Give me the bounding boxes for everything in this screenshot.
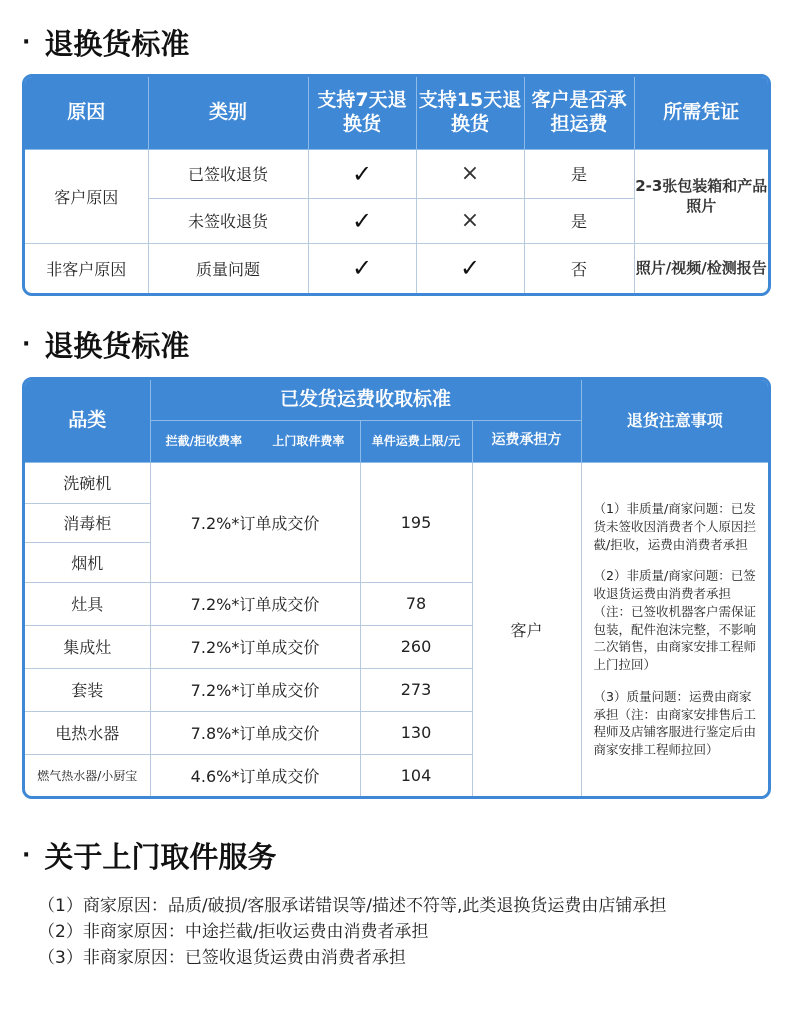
cell-fee: 是 <box>524 198 634 243</box>
cell-fee: 是 <box>524 149 634 198</box>
cell-cap: 273 <box>360 668 472 711</box>
bullet-dot: · <box>22 30 31 55</box>
section-title-1 <box>22 22 189 63</box>
section-title-3 <box>22 835 276 876</box>
header-7day: 支持7天退换货 <box>308 77 416 149</box>
note-item: （3）质量问题：运费由商家承担（注：由商家安排售后工程师及店铺客服进行鉴定后由商家安排工程师拉回） <box>593 688 757 758</box>
cell-rate: 4.6%*订单成交价 <box>150 754 360 797</box>
cell-reason-customer: 客户原因 <box>25 149 148 243</box>
header-cap: 单件运费上限/元 <box>360 420 472 462</box>
list-item: （2）非商家原因：中途拦截/拒收运费由消费者承担 <box>38 922 429 942</box>
check-icon: ✓ <box>308 198 416 243</box>
cell-category: 烟机 <box>25 542 150 582</box>
cell-category: 已签收退货 <box>148 149 308 198</box>
header-category: 类别 <box>148 77 308 149</box>
cell-proof-noncustomer: 照片/视频/检测报告 <box>634 243 768 293</box>
header-group: 已发货运费收取标准 <box>150 380 581 420</box>
cell-fee: 否 <box>524 243 634 293</box>
section-title-text: 退换货标准 <box>44 329 190 363</box>
header-15day: 支持15天退换货 <box>416 77 524 149</box>
cell-notes <box>581 462 768 797</box>
header-rates <box>150 420 360 462</box>
header-proof: 所需凭证 <box>634 77 768 149</box>
list-item: （1）商家原因：品质/破损/客服承诺错误等/描述不符等,此类退换货运费由店铺承担 <box>38 896 667 916</box>
cell-cap: 260 <box>360 625 472 668</box>
cell-cap: 78 <box>360 582 472 625</box>
header-intercept-rate: 拦截/拒收费率 <box>165 433 243 448</box>
cell-category: 质量问题 <box>148 243 308 293</box>
cell-category: 洗碗机 <box>25 462 150 503</box>
bullet-dot: · <box>22 332 31 357</box>
header-fee: 客户是否承担运费 <box>524 77 634 149</box>
shipping-fee-table <box>22 377 771 799</box>
cell-rate: 7.2%*订单成交价 <box>150 668 360 711</box>
section-title-2 <box>22 324 189 365</box>
section-title-text: 退换货标准 <box>44 27 190 61</box>
cross-icon: × <box>416 198 524 243</box>
check-icon: ✓ <box>416 243 524 293</box>
pickup-service-list <box>38 893 666 971</box>
cell-cap: 130 <box>360 711 472 754</box>
check-icon: ✓ <box>308 243 416 293</box>
bullet-dot: · <box>22 843 31 868</box>
note-item: （2）非质量/商家问题：已签收退货运费由消费者承担（注：已签收机器客户需保证包装，配件泡沫完整，不影响二次销售，由商家安排工程师上门拉回） <box>593 568 757 673</box>
cell-category: 燃气热水器/小厨宝 <box>25 754 150 797</box>
header-pickup-rate: 上门取件费率 <box>272 433 345 448</box>
cell-rate: 7.2%*订单成交价 <box>150 625 360 668</box>
cell-reason-noncustomer: 非客户原因 <box>25 243 148 293</box>
check-icon: ✓ <box>308 149 416 198</box>
note-item: （1）非质量/商家问题：已发货未签收因消费者个人原因拦截/拒收，运费由消费者承担 <box>593 501 757 552</box>
return-standard-table <box>22 74 771 296</box>
cell-category: 电热水器 <box>25 711 150 754</box>
cell-proof-customer: 2-3张包装箱和产品照片 <box>634 149 768 243</box>
cell-cap-group: 195 <box>360 462 472 582</box>
cell-cap: 104 <box>360 754 472 797</box>
header-notes: 退货注意事项 <box>581 380 768 462</box>
cell-rate-group: 7.2%*订单成交价 <box>150 462 360 582</box>
cell-rate: 7.8%*订单成交价 <box>150 711 360 754</box>
cell-category: 灶具 <box>25 582 150 625</box>
header-category: 品类 <box>25 380 150 462</box>
list-item: （3）非商家原因：已签收退货运费由消费者承担 <box>38 948 406 968</box>
cell-category: 集成灶 <box>25 625 150 668</box>
cell-category: 消毒柜 <box>25 503 150 542</box>
cell-payer: 客户 <box>472 462 581 797</box>
cell-rate: 7.2%*订单成交价 <box>150 582 360 625</box>
header-payer: 运费承担方 <box>472 420 581 462</box>
section-title-text: 关于上门取件服务 <box>44 840 277 874</box>
header-reason: 原因 <box>25 77 148 149</box>
cell-category: 套装 <box>25 668 150 711</box>
cross-icon: × <box>416 149 524 198</box>
cell-category: 未签收退货 <box>148 198 308 243</box>
